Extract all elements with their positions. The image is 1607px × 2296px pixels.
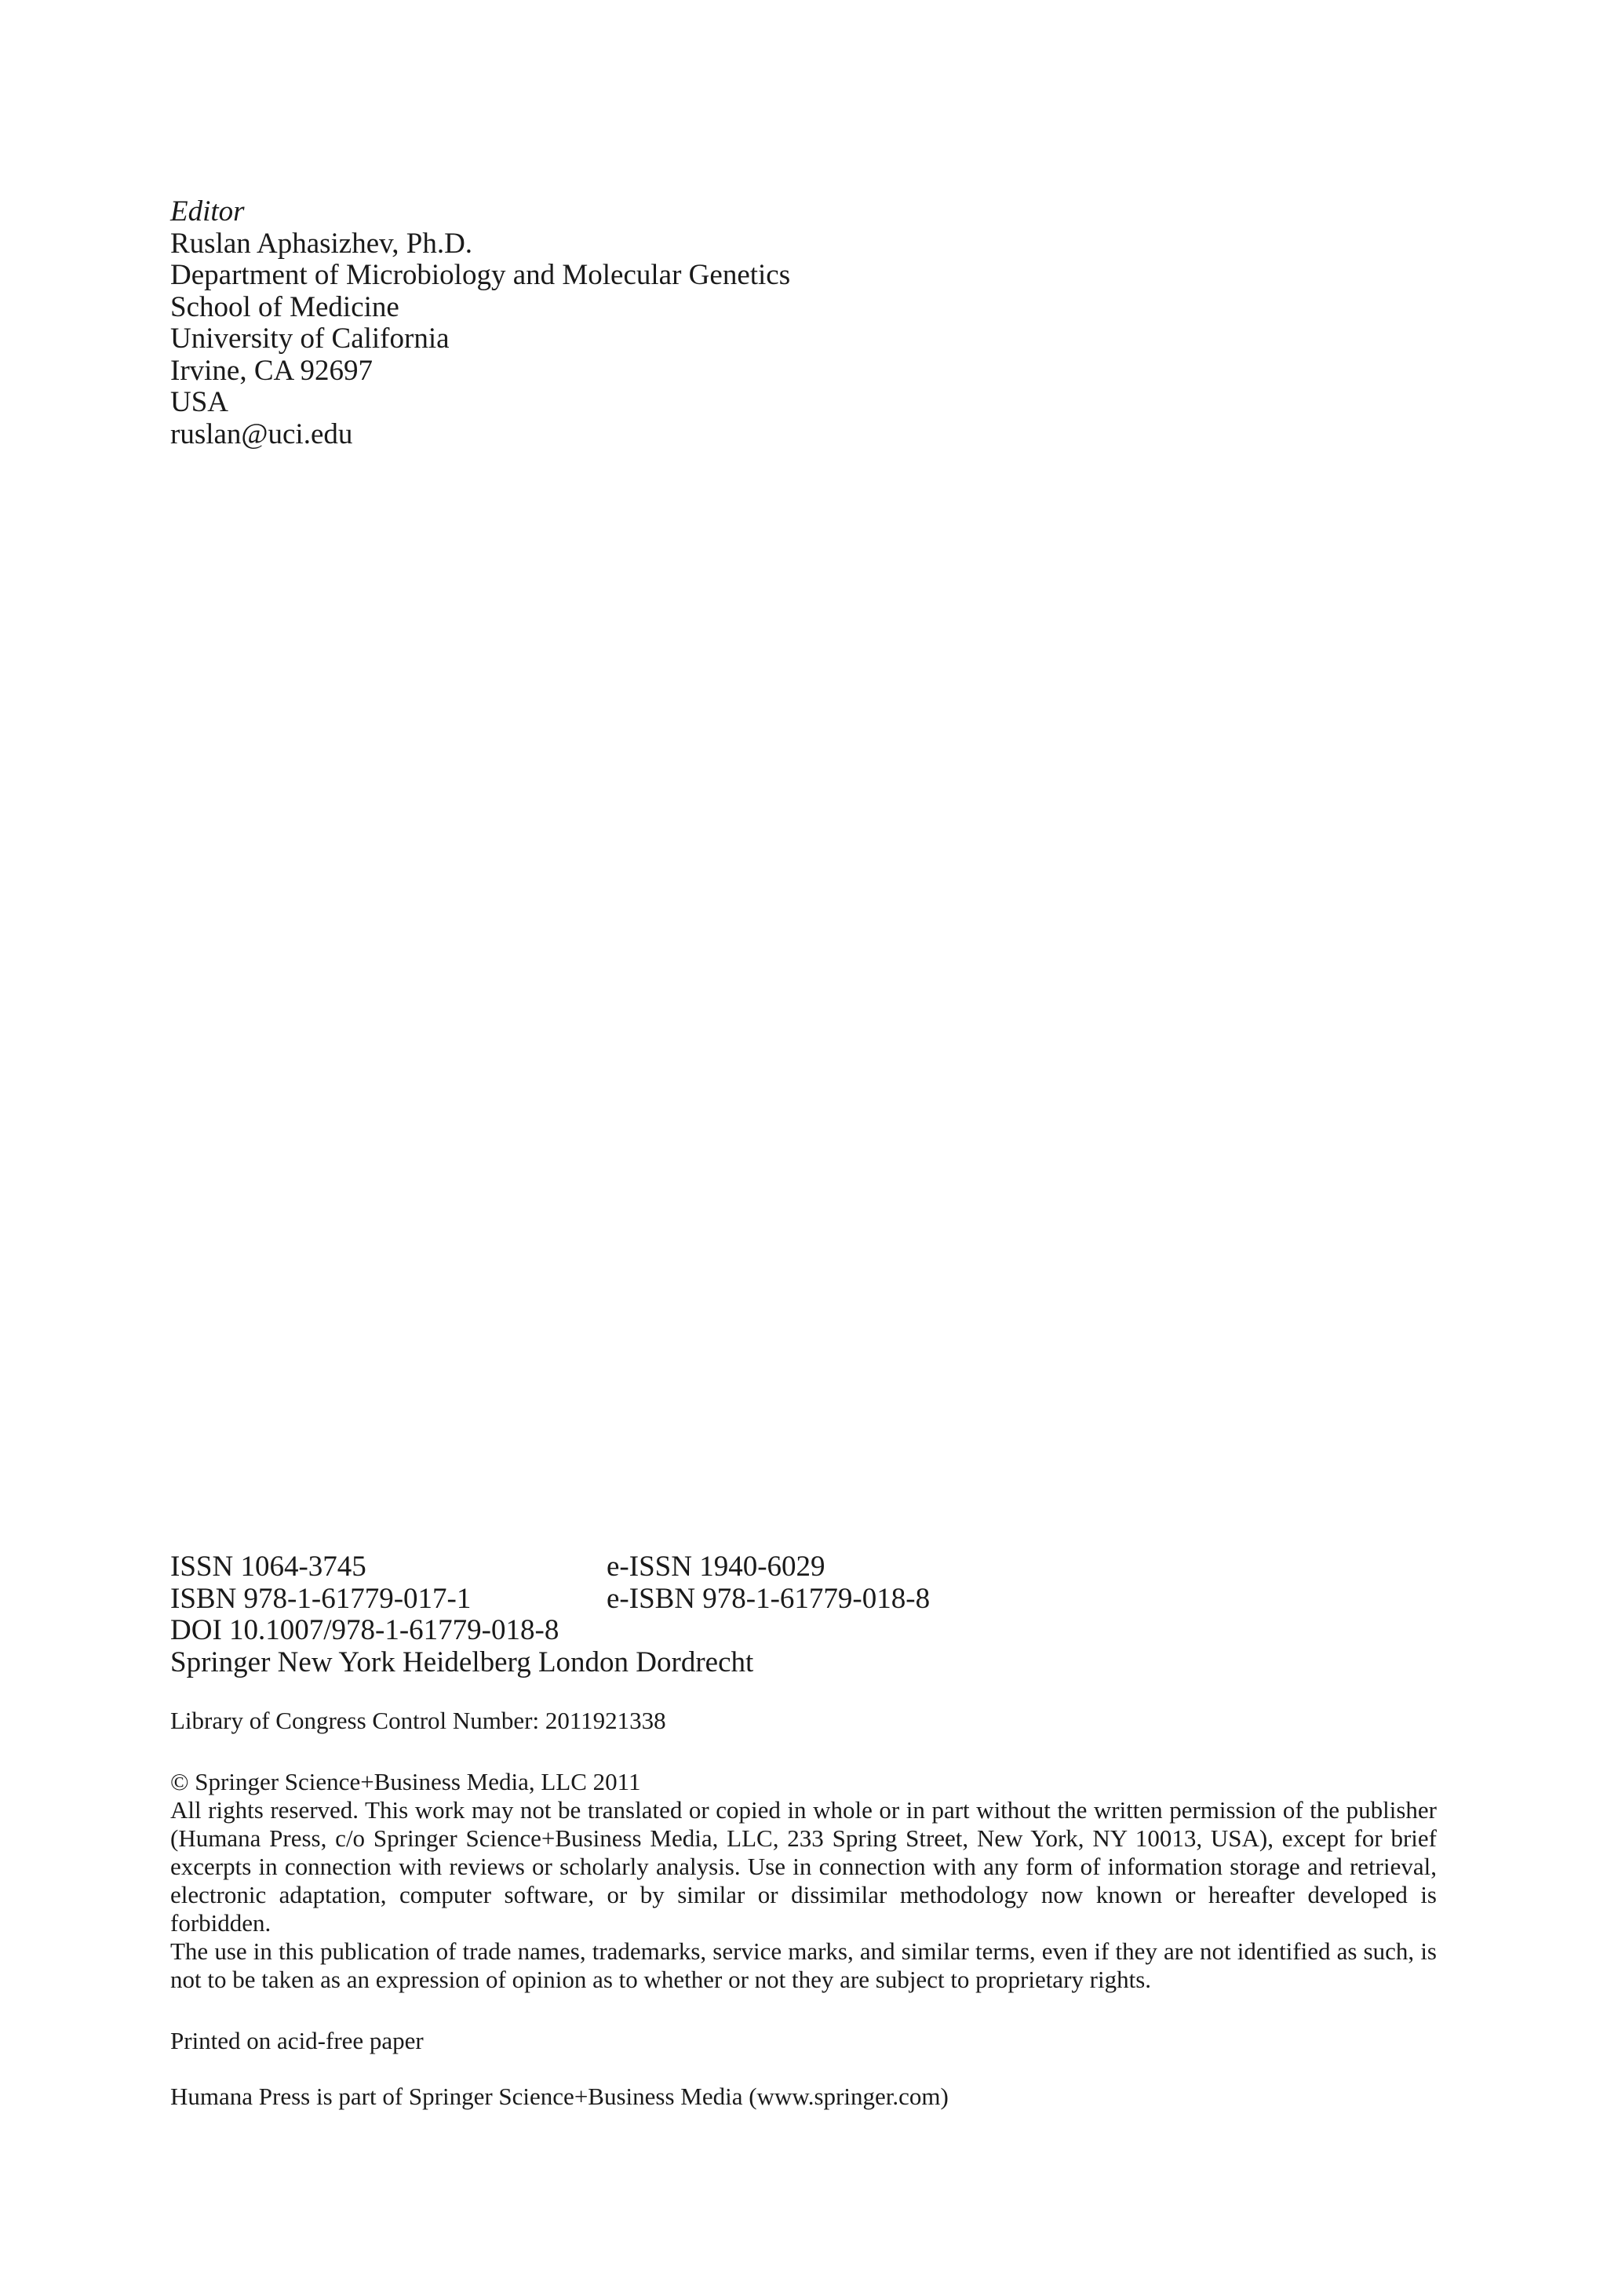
publisher-locations: Springer New York Heidelberg London Dordrecht (170, 1645, 754, 1678)
issn-row (170, 1551, 1441, 1584)
editor-name: Ruslan Aphasizhev, Ph.D. (170, 227, 473, 260)
editor-address-block (170, 196, 1269, 450)
copyright-notice: © Springer Science+Business Media, LLC 2011 (170, 1768, 641, 1795)
printed-note: Printed on acid-free paper (170, 2027, 424, 2054)
editor-country: USA (170, 386, 229, 418)
issn: ISSN 1064-3745 (170, 1551, 366, 1583)
editor-city: Irvine, CA 92697 (170, 354, 373, 387)
publisher-note: Humana Press is part of Springer Science+Business Media (www.springer.com) (170, 2083, 949, 2110)
editor-heading: Editor (170, 195, 245, 228)
trademarks-paragraph: The use in this publication of trade names, trademarks, service marks, and similar terms, even if they are not identified as such, is not to be taken as an expression of opinion as to whether or not they are subject to proprietary rights. (170, 1937, 1437, 1993)
editor-email: ruslan@uci.edu (170, 417, 353, 450)
identifiers-block (170, 1551, 1441, 1678)
editor-school: School of Medicine (170, 290, 399, 323)
copyright-block (170, 1768, 1437, 1994)
doi: DOI 10.1007/978-1-61779-018-8 (170, 1614, 559, 1646)
eisbn: e-ISBN 978-1-61779-018-8 (607, 1582, 931, 1615)
isbn: ISBN 978-1-61779-017-1 (170, 1582, 472, 1615)
editor-university: University of California (170, 323, 450, 355)
lccn: Library of Congress Control Number: 2011921338 (170, 1707, 666, 1734)
eissn: e-ISSN 1940-6029 (607, 1551, 825, 1583)
editor-department: Department of Microbiology and Molecular Genetics (170, 259, 791, 291)
rights-paragraph: All rights reserved. This work may not be translated or copied in whole or in part without the written permission of the publisher (Humana Press, c/o Springer Science+Business Media, LLC, 233 Spring Street, New York, NY 10013, USA), except for brief excerpts in connection with reviews or scholarly analysis. Use in connection with any form of information storage and retrieval, electronic adaptation, computer software, or by similar or dissimilar methodology now known or hereafter developed is forbidden. (170, 1796, 1437, 1937)
isbn-row (170, 1584, 1441, 1616)
